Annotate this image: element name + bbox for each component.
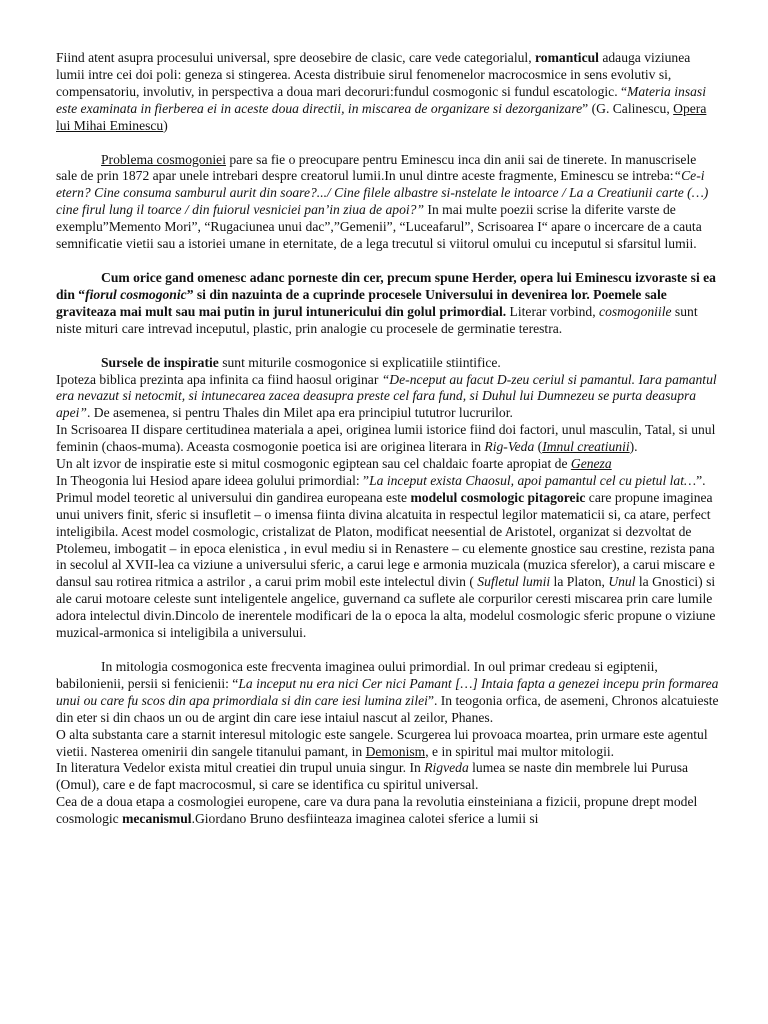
poem-title: Demonism,	[365, 743, 429, 759]
italic-quote: / Cine filele albastre si-nstelate le intoarce / La a Creatiunii carte (…) cine firul lung il toarce / din fuiorul vesniciei pan’in ziua de apoi?”	[56, 185, 709, 218]
paragraph-egyptian: Un alt izvor de inspiratie este si mitul cosmogonic egiptean sau cel chaldaic foarte apropiat de Geneza	[56, 456, 612, 472]
paragraph-hesiod: In Theogonia lui Hesiod apare ideea golului primordial: ”La inceput exista Chaosul, apoi pamantul cel cu pietul lat…”.	[56, 472, 706, 488]
paragraph-herder: Cum orice gand omenesc adanc porneste din cer, precum spune Herder, opera lui Eminescu izvoraste si ea din “fiorul cosmogonic” si din nazuinta de a cuprinde procesele Universului in devenirea lor. Poemele sale graviteaza mai mult sau mai putin in jurul intunericului din golul primordial. Literar vorbind, cosmogoniile sunt niste mituri care intrevad inceputul, plastic, prin analogie cu procesele de germinatie terestra.	[56, 269, 716, 336]
italic-quote: La inceput nu era nici Cer nici Pamant […] Intaia fapta a genezei incepu prin formarea unui ou care fu scos din apa primordiala si din care iesi lumina zilei	[56, 675, 719, 708]
paragraph-sources: Sursele de inspiratie sunt miturile cosmogonice si explicatiile stiintifice.	[101, 354, 501, 370]
italic-quote: “Ce-i etern? Cine consuma samburul aurit din soare?...	[56, 168, 705, 201]
paragraph-vedas: In literatura Vedelor exista mitul creatiei din trupul unuia singur. In Rigveda lumea se naste din membrele lui Purusa (Omul), care e de fapt macrocosmul, si care se identifica cu spiritul universal.	[56, 760, 689, 793]
section-term: Problema cosmogoniei	[101, 151, 226, 167]
italic-quote: “De-nceput au facut D-zeu ceriul si pamantul. Iara pamantul era nevazut si netocmit, si intunecarea zacea deasupra preste cel fara fund, si Duhul lui Dumnezeu se purta deasupra apei”	[56, 371, 717, 421]
genesis-title: Geneza	[570, 456, 612, 472]
paragraph-biblical: Ipoteza biblica prezinta apa infinita ca fiind haosul originar “De-nceput au facut D-zeu ceriul si pamantul. Iara pamantul era nevazut si netocmit, si intunecarea zacea deasupra preste cel fara fund, si Duhul lui Dumnezeu se purta deasupra apei”. De asemenea, si pentru Thales din Milet apa era principiul tututror lucrurilor.	[56, 371, 717, 421]
bold-term: Sursele de inspiratie	[101, 354, 219, 370]
book-title: Opera lui Mihai Eminescu	[56, 100, 707, 133]
bold-italic-term: fiorul cosmogonic	[85, 286, 187, 302]
italic-quote: La inceput exista Chaosul, apoi pamantul cel cu pietul lat…	[369, 472, 697, 488]
paragraph-romanticism: Fiind atent asupra procesului universal, spre deosebire de clasic, care vede categorialul, romanticul adauga viziunea lumii intre cei doi poli: geneza si stingerea. Acesta distribuie sirul fenomenelor macrocosmice in sens evolutiv si, compensatoriu, involutiv, in perspectiva a doua mari decoruri:fundul cosmogonic si fundul escatologic. “Materia insasi este examinata in fierberea ei in aceste doua directii, in miscarea de organizare si dezorganizare” (G. Calinescu, Opera lui Mihai Eminescu)	[56, 50, 707, 133]
paragraph-cosmogony-problem: Problema cosmogoniei pare sa fie o preocupare pentru Eminescu inca din anii sai de tinerete. In manuscrisele sale de prin 1872 apar unele intrebari despre creatorul lumii.In unul dintre aceste fragmente, Eminescu se intreba:“Ce-i etern? Cine consuma samburul aurit din soare?.../ Cine filele albastre si-nstelate le intoarce / La a Creatiunii carte (…) cine firul lung il toarce / din fuiorul vesniciei pan’in ziua de apoi?” In mai multe poezii scrise la diferite varste de exemplu”Memento Mori”, “Rugaciunea unui dac”,”Gemenii”, “Luceafarul”, Scrisoarea I“ apare o incercare de a cauta semnificatie vietii sau a istoriei umane in eternitate, de a lega trecutul si viitorul omului cu inceputul si sfarsitul lumii.	[56, 151, 709, 252]
bold-term: mecanismul	[122, 811, 192, 827]
document-page	[56, 50, 720, 828]
hymn-title: Imnul creatiunii	[542, 439, 630, 455]
paragraph-pythagorean: Primul model teoretic al universului din gandirea europeana este modelul cosmologic pitagoreic care propune imaginea unui univers finit, sferic si insufletit – o imensa fiinta divina alcatuita in respectul legilor matematicii si, ca atare, perfect inteligibila. Acest model cosmologic, cristalizat de Platon, modificat neesential de Aristotel, organizat si dezvoltat de Ptolemeu, imbogatit – in epoca elenistica , in evul mediu si in Renastere – cu elemente gnostice sau crestine, rezista pana in secolul al XVII-lea ca viziune a universului sferic, a carui lege e armonia muzicala (muzica sferelor), a carui miscare e dansul sau rotirea ritmica a astrilor , a carui prim mobil este intelectul divin ( Sufletul lumii la Platon, Unul la Gnostici) si ale carui motoare celeste sunt inteligentele angelice, guvernand ca suflete ale corpurilor ceresti miscarea prin care lumile adora intelectul divin.Dincolo de inerentele modificari de la o epoca la alta, modelul cosmologic sferic propune o viziune muzical-armonica si inteligibila a universului.	[56, 489, 716, 641]
paragraph-primordial-egg: In mitologia cosmogonica este frecventa imaginea oului primordial. In oul primar credeau si egiptenii, babilonienii, persii si fenicienii: “La inceput nu era nici Cer nici Pamant […] Intaia fapta a genezei incepu prin formarea unui ou care fu scos din apa primordiala si din care iesi lumina zilei”. In teogonia orfica, de asemeni, Chronos alcatuieste din eter si din chaos un ou de argint din care iese intaiul nascut al zeilor, Phanes.	[56, 659, 719, 725]
paragraph-blood: O alta substanta care a starnit interesul mitologic este sangele. Scurgerea lui provoaca moartea, prin urmare este agentul vietii. Nasterea omenirii din sangele titanului pamant, in Demonism, e in spiritul mai multor mitologii.	[56, 726, 708, 759]
paragraph-mechanism: Cea de a doua etapa a cosmologiei europene, care va dura pana la revolutia einsteiniana a fizicii, propune drept model cosmologic mecanismul.Giordano Bruno desfiinteaza imaginea calotei sferice a lumii si	[56, 794, 698, 827]
bold-term: romanticul	[535, 50, 599, 65]
bold-term: modelul cosmologic pitagoreic	[410, 489, 586, 505]
italic-quote: Materia insasi este examinata in fierberea ei in aceste doua directii, in miscarea de organizare si dezorganizare	[56, 83, 706, 116]
paragraph-scrisoarea: In Scrisoarea II dispare certitudinea materiala a apei, originea lumii istorice fiind doi factori, unul masculin, Tatal, si unul feminin (chaos-muma). Aceasta cosmogonie poetica isi are originea literara in Rig-Veda (Imnul creatiunii).	[56, 422, 716, 455]
